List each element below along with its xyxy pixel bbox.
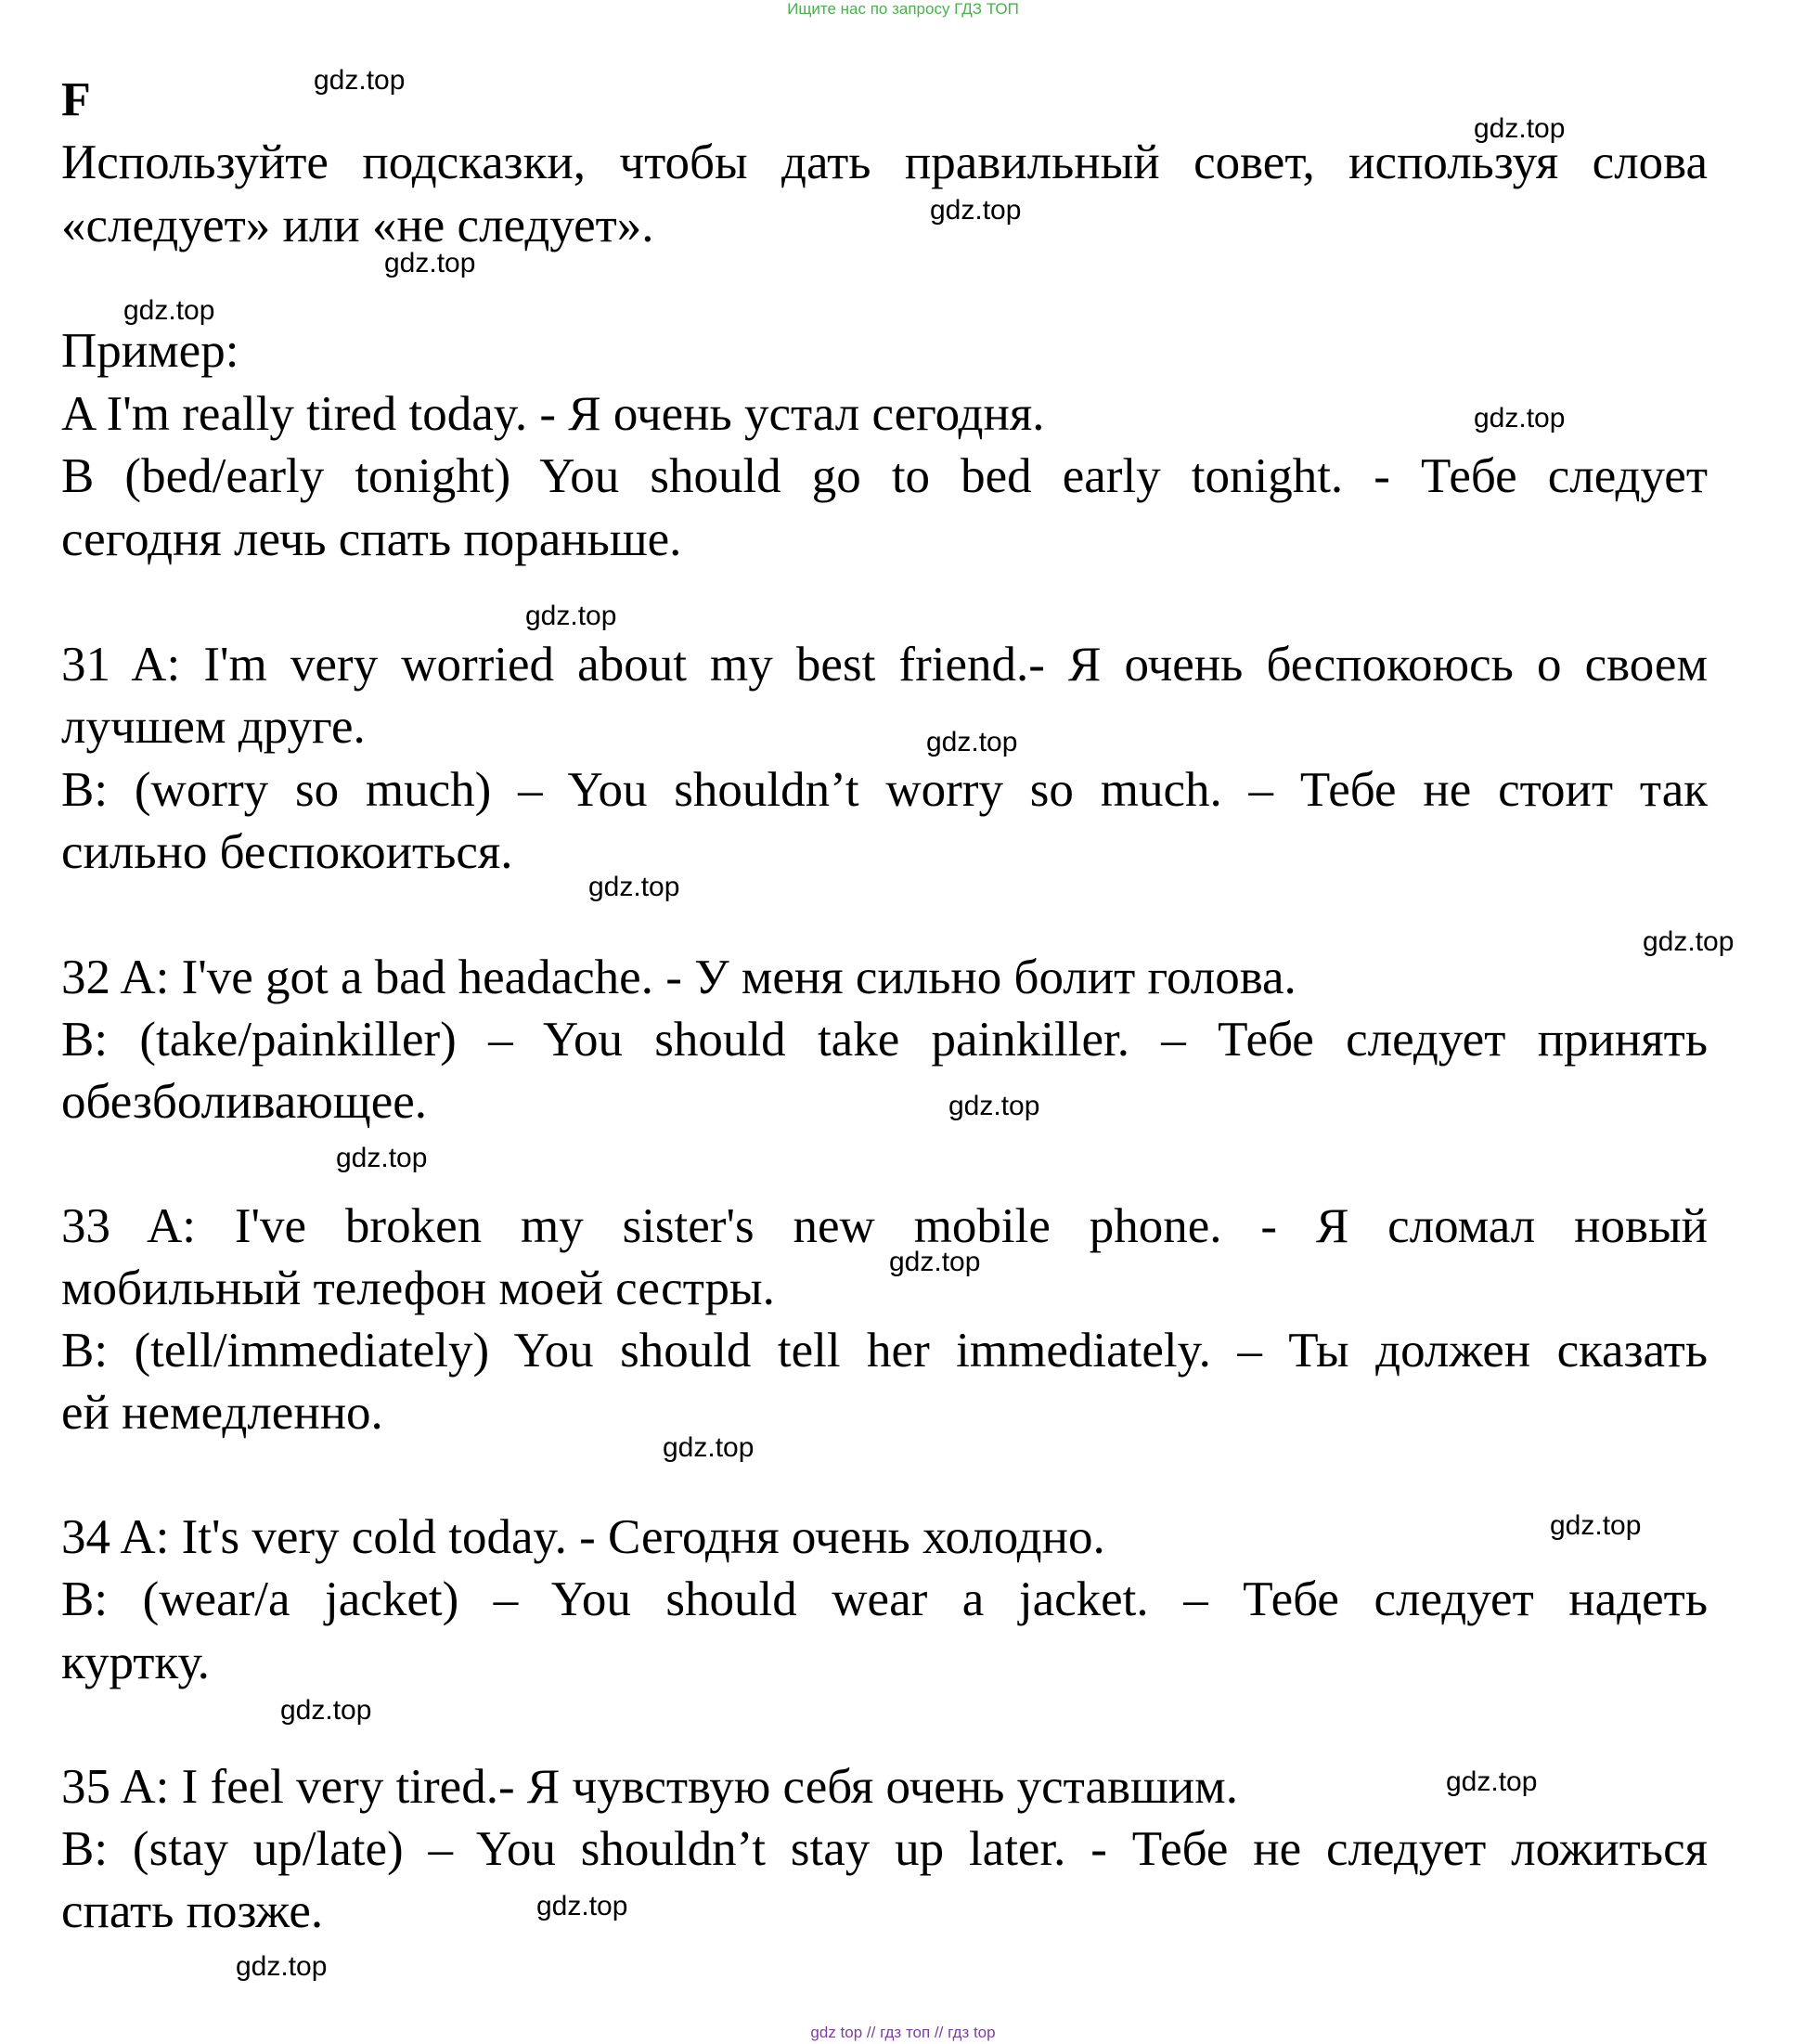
watermark: gdz.top (948, 1091, 1040, 1121)
exercise-line: сильно беспокоиться. (61, 825, 513, 879)
exercise-line: 31 A: I'm very worried about my best friend.- Я очень беспокоюсь о своем (61, 638, 1708, 692)
watermark: gdz.top (280, 1695, 372, 1726)
watermark: gdz.top (889, 1247, 981, 1277)
exercise-line: 34 A: It's very cold today. - Сегодня очень холодно. (61, 1510, 1105, 1564)
watermark: gdz.top (663, 1432, 755, 1463)
example-label: Пример: (61, 324, 239, 378)
watermark: gdz.top (588, 872, 680, 902)
watermark: gdz.top (123, 295, 215, 326)
watermark: gdz.top (1474, 403, 1566, 433)
watermark: gdz.top (336, 1143, 428, 1173)
watermark: gdz.top (1446, 1766, 1538, 1797)
instruction-line: Используйте подсказки, чтобы дать правильный совет, используя слова (61, 136, 1708, 189)
exercise-line: B: (wear/a jacket) – You should wear a jacket. – Тебе следует надеть (61, 1572, 1708, 1626)
example-line: сегодня лечь спать пораньше. (61, 512, 682, 566)
watermark: gdz.top (1643, 926, 1735, 957)
watermark: gdz.top (1474, 113, 1566, 144)
watermark: gdz.top (384, 248, 476, 278)
top-banner: Ищите нас по запросу ГДЗ ТОП (787, 0, 1019, 18)
example-line: B (bed/early tonight) You should go to bed early tonight. - Тебе следует (61, 449, 1708, 503)
exercise-line: обезболивающее. (61, 1075, 428, 1129)
exercise-line: ей немедленно. (61, 1386, 383, 1440)
exercise-line: мобильный телефон моей сестры. (61, 1261, 775, 1315)
watermark: gdz.top (926, 727, 1018, 757)
exercise-line: B: (stay up/late) – You shouldn’t stay up later. - Тебе не следует ложиться (61, 1822, 1708, 1876)
watermark: gdz.top (930, 195, 1022, 226)
exercise-line: B: (tell/immediately) You should tell her immediately. – Ты должен сказать (61, 1324, 1708, 1378)
example-line: A I'm really tired today. - Я очень устал сегодня. (61, 387, 1045, 441)
exercise-line: B: (take/painkiller) – You should take painkiller. – Тебе следует принять (61, 1013, 1708, 1067)
exercise-line: 33 A: I've broken my sister's new mobile phone. - Я сломал новый (61, 1199, 1708, 1253)
exercise-line: спать позже. (61, 1884, 324, 1938)
exercise-line: 32 A: I've got a bad headache. - У меня сильно болит голова. (61, 951, 1296, 1004)
exercise-line: куртку. (61, 1636, 210, 1689)
watermark: gdz.top (314, 65, 406, 96)
watermark: gdz.top (536, 1891, 628, 1921)
watermark: gdz.top (236, 1951, 328, 1982)
exercise-line: лучшем друге. (61, 700, 366, 754)
exercise-line: B: (worry so much) – You shouldn’t worry so much. – Тебе не стоит так (61, 763, 1708, 817)
section-letter: F (61, 73, 91, 126)
exercise-line: 35 A: I feel very tired.- Я чувствую себя очень уставшим. (61, 1760, 1238, 1814)
watermark: gdz.top (1550, 1510, 1642, 1541)
watermark: gdz.top (525, 601, 617, 631)
bottom-banner: gdz top // гдз топ // гдз top (810, 2024, 996, 2041)
instruction-line: «следует» или «не следует». (61, 199, 654, 252)
